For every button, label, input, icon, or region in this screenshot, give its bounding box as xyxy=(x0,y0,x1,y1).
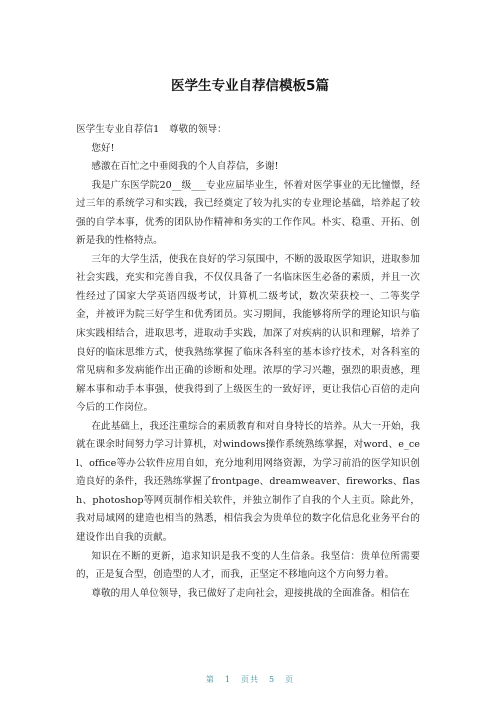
intro-paragraph: 我是广东医学院20__级___专业应届毕业生，怀着对医学事业的无比憧憬，经过三年的系统学习和实践，我已经奠定了较为扎实的专业理论基础，培养起了较强的自学本事，优秀的团队协作精神和务实的工作作风。朴实、稳重、开拓、创新是我的性格特点。 xyxy=(76,179,420,247)
greeting-paragraph: 您好! xyxy=(91,142,115,154)
thanks-paragraph: 感激在百忙之中垂阅我的个人自荐信，多谢! xyxy=(91,161,279,173)
salutation-line: 医学生专业自荐信1 尊敬的领导： xyxy=(76,124,227,135)
document-body xyxy=(76,121,420,603)
page-number-footer xyxy=(0,675,500,685)
footer-total-pages: 5 xyxy=(269,675,276,684)
footer-label-middle: 页共 xyxy=(241,675,259,684)
footer-label-prefix: 第 xyxy=(205,675,215,684)
footer-label-suffix: 页 xyxy=(285,675,295,684)
skills-paragraph: 在此基础上，我还注重综合的素质教育和对自身特长的培养。从大一开始，我就在课余时间努力学习计算机，对windows操作系统熟练掌握，对word、e_cel、office等办公软件应用自如，充分地利用网络资源，为学习前沿的医学知识创造良好的条件，我还熟练掌握了frontpage、dreamweaver、fireworks、flash、photoshop等网页制作相关软件，并独立制作了自我的个人主页。除此外，我对局域网的建造也相当的熟悉，相信我会为贵单位的数字化信息化业务平台的建设作出自我的贡献。 xyxy=(76,420,420,544)
footer-current-page: 1 xyxy=(224,675,231,684)
closing-paragraph: 尊敬的用人单位领导，我已做好了走向社会，迎接挑战的全面准备。相信在 xyxy=(91,587,410,599)
study-paragraph: 三年的大学生活，使我在良好的学习氛围中，不断的汲取医学知识，进取参加社会实践，充实和完善自我，不仅仅具备了一名临床医生必备的素质，并且一次性经过了国家大学英语四级考试，计算机二级考试，数次荣获校一、二等奖学金，并被评为院三好学生和优秀团员。实习期间，我能够将所学的理论知识与临床实践相结合，进取思考，进取动手实践，加深了对疾病的认识和理解，培养了良好的临床思维方式，使我熟练掌握了临床各科室的基本诊疗技术，对各科室的常见病和多发病能作出正确的诊断和处理。浓厚的学习兴趣，强烈的职责感，理解本事和动手本事强，使我得到了上级医生的一致好评，更让我信心百倍的走向今后的工作岗位。 xyxy=(76,253,420,414)
document-title: 医学生专业自荐信模板5篇 xyxy=(171,78,329,94)
knowledge-paragraph: 知识在不断的更新，追求知识是我不变的人生信条。我坚信：贵单位所需要的，正是复合型，创造型的人才，而我，正坚定不移地向这个方向努力着。 xyxy=(76,550,420,581)
